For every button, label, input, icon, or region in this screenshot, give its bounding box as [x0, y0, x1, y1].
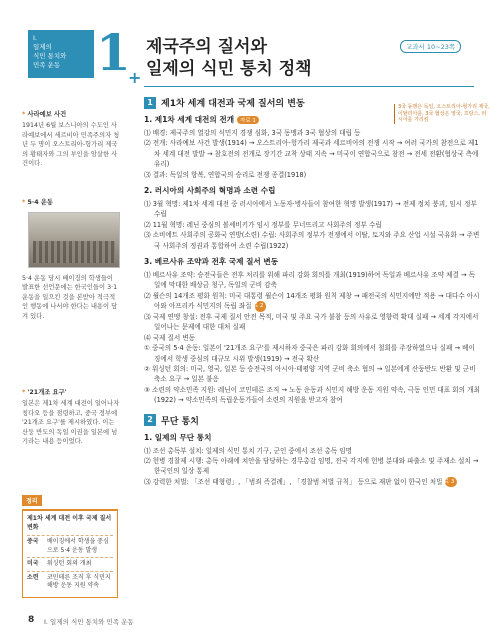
chapter-tab-line: 식민 통치와	[33, 52, 67, 60]
sidebar-body: 일본은 제1차 세계 대전이 일어나자 칭다오 등을 점령하고, 중국 정부에 '21개조 요구'를 제시하였다. 이는 산둥 반도의 독일 이권을 일본에 넘기라는 내용 등이었다.	[22, 400, 120, 446]
content-line: ⑶ 결과: 독일의 항복, 연합국의 승리로 전쟁 종결(1918)	[144, 170, 307, 179]
sidebar-note-54	[22, 198, 120, 209]
chapter-tab-line: 민족 운동	[33, 61, 61, 69]
sidebar-note-21demands	[22, 388, 120, 446]
section-heading: 1 제1차 세계 대전과 국제 질서의 변동	[144, 96, 480, 109]
footer-text: I. 일제의 식민 통치와 민족 운동	[44, 618, 134, 626]
summary-tag: 정리	[22, 495, 42, 506]
content-line: ⑵ 11월 혁명: 레닌 중심의 볼셰비키가 임시 정부를 무너뜨리고 사회주의 정부 수립	[144, 220, 382, 229]
content-line: ⑴ 배경: 제국주의 열강의 식민지 경쟁 심화, 3국 동맹과 3국 협상의 대립 등	[144, 129, 361, 137]
summary-row: 중국 베이징에서 학생을 중심으로 5·4 운동 발생	[27, 535, 113, 557]
source-badge: 자료 3	[445, 477, 457, 487]
textbook-reference: 교과서 10~23쪽	[400, 40, 461, 53]
source-badge: 자료 1	[237, 116, 259, 124]
section-heading: 2 무단 통치	[144, 414, 480, 427]
star-icon: *	[22, 111, 26, 118]
crowd-image	[33, 241, 115, 263]
star-icon: *	[22, 199, 26, 206]
subsection-heading: 1. 일제의 무단 통치	[144, 432, 212, 442]
chapter-number: 1	[96, 23, 131, 82]
content-line: ③ 소련의 약소민족 지원: 레닌이 코민테른 조직 → 노동 운동과 식민지 해방 운동 지원 약속, 극동 인민 대표 회의 개최(1922) → 약소민족의 독립운동가들이 소련의 지원을 받고자 참여	[144, 385, 480, 405]
summary-box	[22, 488, 118, 608]
sidebar-body: 5·4 운동 당시 베이징의 학생들이 발표한 선언문에는 한국인들이 3·1 운동을 일으킨 것을 본받아 적극적인 행동에 나서야 한다는 내용이 담겨 있다.	[22, 275, 118, 320]
content-line: ⑴ 3월 혁명: 제1차 세계 대전 중 러시아에서 노동자·병사들이 참여한 혁명 발생(1917) → 전제 정치 붕괴, 임시 정부 수립	[144, 200, 477, 219]
title-divider	[144, 86, 474, 87]
content-line: ⑵ 헌병 경찰제 시행: 총독 아래에 치안을 담당하는 경무총감 임명, 전국 각지에 헌병 분대와 파출소 및 주재소 설치 → 한국인의 일상 통제	[144, 456, 479, 476]
chapter-tab-line: 일제의	[33, 43, 52, 51]
sidebar-note-sarajevo	[22, 110, 120, 168]
left-column	[0, 0, 131, 640]
content-line: ⑶ 강력한 처벌: 「조선 태형령」, 「범죄 즉결례」, 「경찰범 처벌 규칙」 등으로 재판 없이 한국인 처벌자료 3	[144, 477, 480, 488]
margin-note: 3국 동맹은 독일, 오스트리아-헝가리 제국, 이탈리아를, 3국 협상은 영국, 프랑스, 러시아를 가리킴	[394, 104, 490, 124]
source-badge: 자료 2	[255, 301, 267, 311]
page-title: 제국주의 질서와 일제의 식민 통치 정책	[146, 37, 312, 79]
content-line: ⑶ 소비에트 사회주의 공화국 연방(소련) 수립: 사회주의 정부가 전쟁에서 이탈, 토지와 주요 산업 시설 국유화 → 주변국 사회주의 정권과 통합하여 소련 수립(1922)	[144, 231, 480, 250]
page-number: 8	[28, 615, 35, 625]
content-line: ⑴ 조선 총독부 설치: 일제의 식민 통치 기구, 군인 중에서 조선 총독 임명	[144, 446, 353, 455]
summary-row: 소련 코민테른 조직 후 식민지 해방 운동 지원 약속	[27, 571, 113, 593]
section-number: 2	[144, 414, 156, 426]
protest-photo	[28, 212, 120, 268]
plus-icon: +	[128, 68, 142, 87]
content-line: ⑵ 전개: 사라예보 사건 발생(1914) → 오스트리아-헝가리 제국과 세르비아의 전쟁 시작 → 여러 국가의 참전으로 제1차 세계 대전 발발 → 참호전의 전개로 장기간 교착 상태 지속 → 미국이 연합국으로 참전 → 전세 전환(협상국 측에 유리)	[144, 139, 479, 169]
subsection-heading: 2. 러시아의 사회주의 혁명과 소련 수립	[144, 186, 276, 196]
content-line: ① 중국의 5·4 운동: 일본이 '21개조 요구'를 제시하자 중국은 파리 강화 회의에서 철회를 주장하였으나 실패 → 베이징에서 학생 중심의 대규모 시위 발생(1919) → 전국 확산	[144, 344, 475, 363]
content-line: ⑵ 윌슨의 14개조 평화 원칙: 미국 대통령 윌슨이 14개조 평화 원칙 제창 → 패전국의 식민지에만 적용 → 대다수 아시아와 아프리카 식민지의 독립 좌절자료 2	[144, 291, 480, 311]
subsection-heading: 3. 베르사유 조약과 전후 국제 질서 변동	[144, 257, 279, 267]
content-line: ② 워싱턴 회의: 미국, 영국, 일본 등 승전국의 아시아·태평양 지역 군비 축소 협의 → 일본에게 산둥반도 반환 및 군비 축소 요구 → 일본 불응	[144, 364, 476, 384]
chapter-tab	[28, 30, 94, 78]
star-icon: *	[22, 389, 26, 396]
sidebar-heading: 사라예보 사건	[27, 111, 67, 118]
main-content	[144, 96, 480, 487]
sidebar-heading: 5·4 운동	[27, 199, 54, 206]
chapter-tab-line: I.	[33, 34, 37, 42]
summary-row: 미국 워싱턴 회의 개최	[27, 557, 113, 571]
subsection-heading: 1. 제1차 세계 대전의 전개 자료 1	[144, 114, 480, 125]
content-line: ⑶ 국제 연맹 창설: 전후 국제 질서 안전 목적, 미국 및 주요 국가 불참 등의 사유로 영향력 확대 실패 → 세계 각지에서 일어나는 문제에 대한 대처 실패	[144, 312, 479, 332]
content-line: ⑴ 베르사유 조약: 승전국들은 전후 처리를 위해 파리 강화 회의를 개최(1919)하여 독일과 베르사유 조약 체결 → 독일에 막대한 배상금 청구, 독일의 군비 감축	[144, 271, 475, 290]
sidebar-heading: '21개조 요구'	[27, 389, 67, 396]
content-line: ⑷ 국제 질서 변동	[144, 333, 196, 342]
summary-title: 제1차 세계 대전 이후 국제 질서 변화	[27, 515, 112, 531]
sidebar-body: 1914년 6월 보스니아의 수도인 사라예보에서 세르비아 민족주의자 청년 두 명이 오스트리아-헝가리 제국의 황태자와 그의 부인을 암살한 사건이다.	[22, 122, 120, 168]
section-number: 1	[144, 97, 156, 109]
sidebar-note-54-body	[22, 274, 120, 321]
